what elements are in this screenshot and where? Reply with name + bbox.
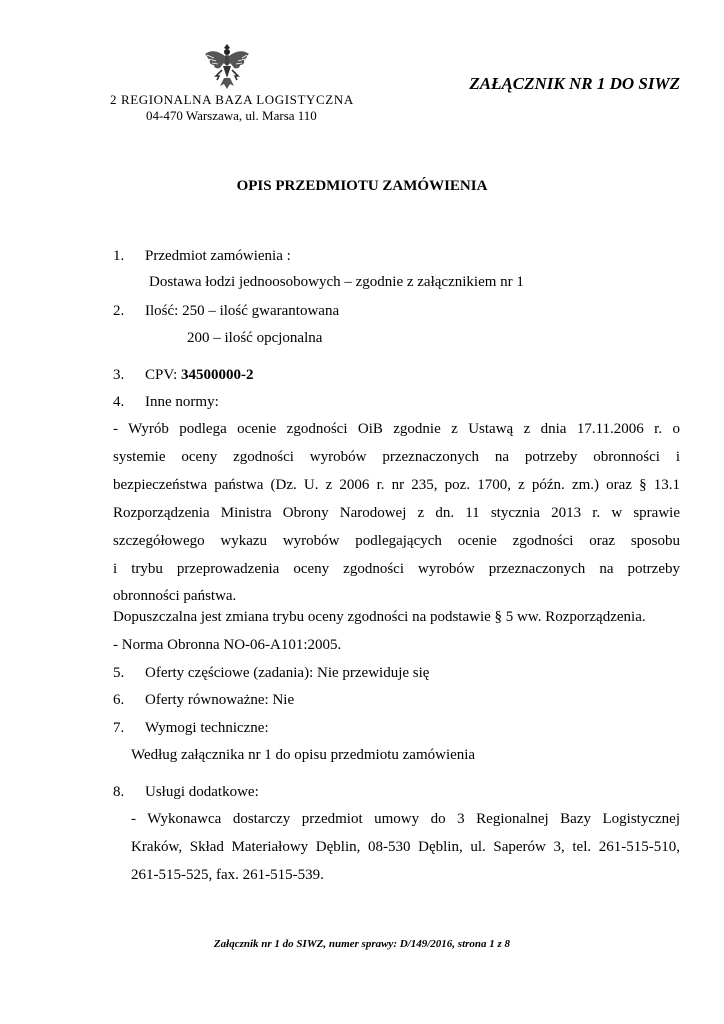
section-4-paragraph-line: szczegółowego wykazu wyrobów podlegających ocenie zgodności oraz sposobu	[113, 533, 680, 549]
section-4-note: Dopuszczalna jest zmiana trybu oceny zgodności na podstawie § 5 ww. Rozporządzenia.	[113, 609, 646, 625]
section-3-number: 3.	[113, 367, 125, 383]
section-2-label: Ilość: 250 – ilość gwarantowana	[145, 303, 340, 319]
section-4-label: Inne normy:	[145, 394, 219, 410]
section-4-paragraph-line: bezpieczeństwa państwa (Dz. U. z 2006 r. nr 235, poz. 1700, z późn. zm.) oraz § 13.1	[113, 477, 680, 493]
section-3-cpv	[145, 367, 253, 384]
section-7-number: 7.	[113, 720, 125, 736]
organization-name: 2 REGIONALNA BAZA LOGISTYCZNA	[110, 92, 354, 107]
polish-eagle-emblem-icon	[202, 42, 252, 92]
section-2-detail: 200 – ilość opcjonalna	[187, 330, 323, 346]
section-1-detail: Dostawa łodzi jednoosobowych – zgodnie z załącznikiem nr 1	[149, 274, 524, 290]
section-2-number: 2.	[113, 303, 125, 319]
section-4-number: 4.	[113, 394, 125, 410]
section-1-number: 1.	[113, 248, 125, 264]
section-4-paragraph-line: Rozporządzenia Ministra Obrony Narodowej z dn. 11 stycznia 2013 r. w sprawie	[113, 505, 680, 521]
section-8-paragraph-line: - Wykonawca dostarczy przedmiot umowy do 3 Regionalnej Bazy Logistycznej	[131, 811, 680, 827]
section-4-norm: - Norma Obronna NO-06-A101:2005.	[113, 637, 342, 653]
section-7-label: Wymogi techniczne:	[145, 720, 269, 736]
section-8-label: Usługi dodatkowe:	[145, 784, 259, 800]
page-footer: Załącznik nr 1 do SIWZ, numer sprawy: D/149/2016, strona 1 z 8	[213, 938, 511, 950]
document-title: OPIS PRZEDMIOTU ZAMÓWIENIA	[236, 178, 488, 194]
section-4-paragraph-line: - Wyrób podlega ocenie zgodności OiB zgodnie z Ustawą z dnia 17.11.2006 r. o	[113, 421, 680, 437]
cpv-code: 34500000-2	[180, 367, 254, 383]
organization-address: 04-470 Warszawa, ul. Marsa 110	[146, 108, 317, 123]
section-5-number: 5.	[113, 665, 125, 681]
section-7-detail: Według załącznika nr 1 do opisu przedmiotu zamówienia	[131, 747, 476, 763]
section-1-label: Przedmiot zamówienia :	[145, 248, 291, 264]
section-4-paragraph-line: systemie oceny zgodności wyrobów przeznaczonych na potrzeby obronności i	[113, 449, 680, 465]
section-8-paragraph-line: Kraków, Skład Materiałowy Dęblin, 08-530 Dęblin, ul. Saperów 3, tel. 261-515-510,	[131, 839, 680, 855]
section-8-paragraph-last-line: 261-515-525, fax. 261-515-539.	[131, 867, 324, 883]
attachment-title: ZAŁĄCZNIK NR 1 DO SIWZ	[469, 74, 680, 93]
section-8-number: 8.	[113, 784, 125, 800]
section-4-paragraph-line: i trybu przeprowadzenia oceny zgodności wyrobów przeznaczonych na potrzeby	[113, 561, 680, 577]
section-5-label: Oferty częściowe (zadania): Nie przewiduje się	[145, 665, 430, 681]
section-6-label: Oferty równoważne: Nie	[145, 692, 295, 708]
section-3-label: CPV:	[145, 367, 181, 383]
section-4-paragraph-last-line: obronności państwa.	[113, 588, 237, 604]
section-6-number: 6.	[113, 692, 125, 708]
